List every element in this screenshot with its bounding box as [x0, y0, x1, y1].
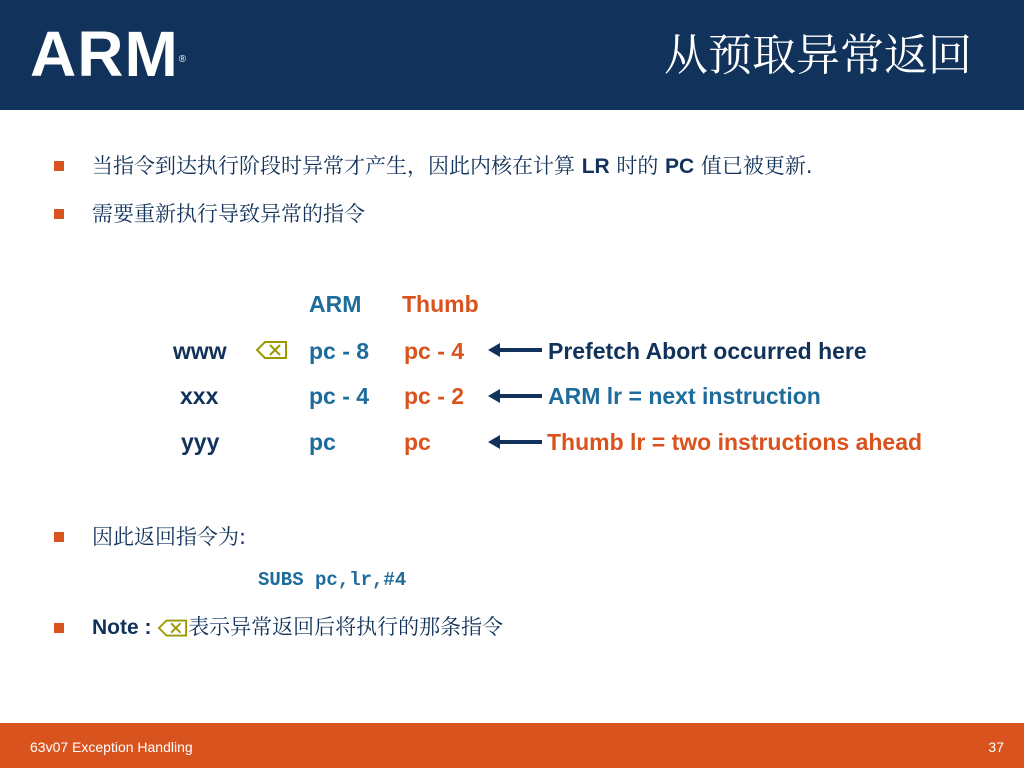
bullet-3-text: 因此返回指令为: — [92, 525, 247, 549]
footer-bar — [0, 723, 1024, 768]
bullet-marker — [54, 532, 64, 542]
header-bar — [0, 0, 1024, 110]
row-yyy-arm: pc — [309, 429, 336, 455]
bullet-3 — [92, 524, 246, 550]
left-arrow-icon — [488, 434, 542, 450]
note-text: 表示异常返回后将执行的那条指令 — [188, 615, 504, 639]
row-www-thumb: pc - 4 — [404, 338, 465, 364]
column-header-thumb: Thumb — [402, 291, 479, 317]
column-header-arm: ARM — [309, 291, 362, 317]
row-xxx-note: ARM lr = next instruction — [548, 383, 821, 409]
bullet-marker — [54, 209, 64, 219]
slide-title: 从预取异常返回 — [664, 30, 972, 81]
code-line: SUBS pc,lr,#4 — [258, 569, 407, 591]
left-arrow-icon — [488, 342, 542, 358]
row-xxx-thumb: pc - 2 — [404, 383, 465, 409]
row-www-note: Prefetch Abort occurred here — [548, 338, 867, 364]
bullet-1-lr: LR — [581, 155, 610, 178]
delete-left-icon — [256, 340, 288, 360]
row-www-arm: pc - 8 — [309, 338, 370, 364]
row-label-xxx: xxx — [180, 383, 219, 409]
logo-text: ARM — [30, 18, 179, 90]
bullet-1-prefix: 当指令到达执行阶段时异常才产生，因此内核在计算 — [92, 154, 582, 178]
bullet-1 — [92, 153, 813, 180]
row-xxx-arm: pc - 4 — [309, 383, 370, 409]
bullet-2: 需要重新执行导致异常的指令 — [92, 202, 365, 226]
row-yyy-thumb: pc — [404, 429, 431, 455]
logo-registered-mark: ® — [178, 54, 188, 65]
bullet-marker — [54, 161, 64, 171]
note-label: Note : — [92, 616, 152, 639]
bullet-marker — [54, 623, 64, 633]
left-arrow-icon — [488, 388, 542, 404]
bullet-4 — [92, 614, 503, 641]
row-yyy-note: Thumb lr = two instructions ahead — [547, 429, 923, 455]
footer-course-label: 63v07 Exception Handling — [30, 739, 193, 755]
bullet-1-mid: 时的 — [609, 154, 666, 178]
bullet-1-pc: PC — [665, 155, 695, 178]
delete-left-icon — [158, 618, 188, 638]
arm-logo — [30, 18, 188, 90]
page-number: 37 — [988, 739, 1004, 755]
row-label-yyy: yyy — [181, 429, 220, 455]
bullet-1-suffix: 值已被更新. — [694, 154, 813, 178]
row-label-www: www — [173, 338, 227, 364]
